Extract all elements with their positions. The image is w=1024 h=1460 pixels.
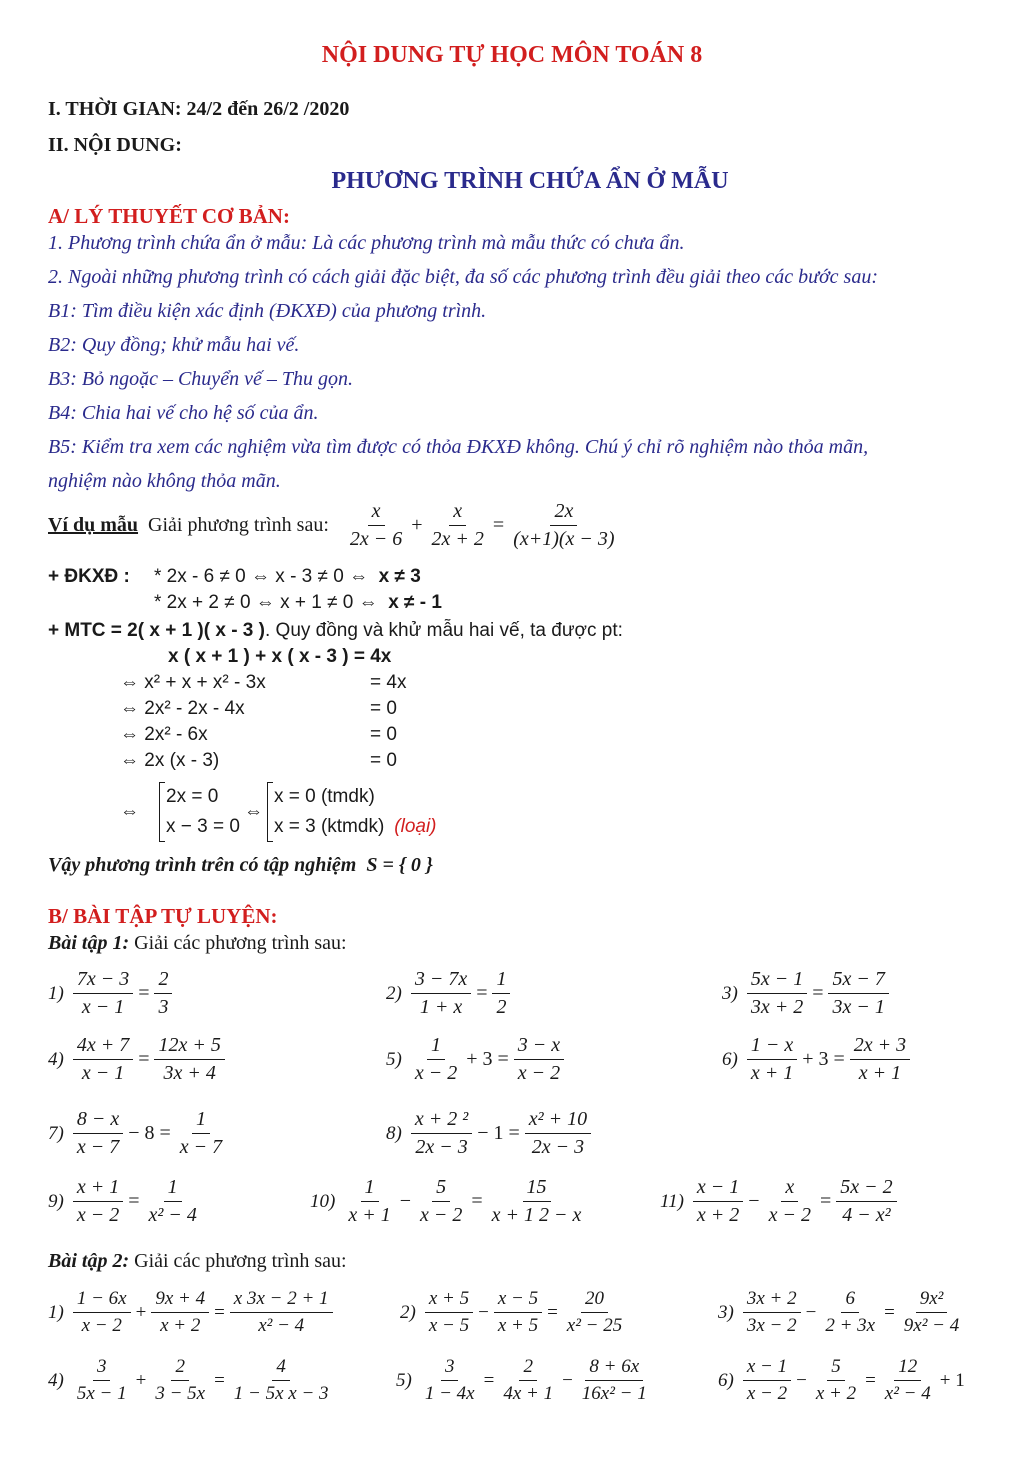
example-label: Ví dụ mẫu bbox=[48, 514, 139, 536]
exercise-item: 7) $\frac{8 - x}{x - 7}$ − 8 = $\frac{1}{x - 7}$ bbox=[48, 1108, 223, 1158]
fraction: $\frac{x}{2x - 6}$ bbox=[349, 500, 403, 550]
dkxd-line-1: + ĐKXĐ : * 2x - 6 ≠ 0 ⇔ x - 3 ≠ 0 ⇔ x ≠ 3 bbox=[48, 566, 421, 587]
exercise-item: 2) $\frac{x + 5}{x - 5}$ − $\frac{x - 5}{x + 5}$ = $\frac{20}{\text{x² − 25}}$ bbox=[400, 1288, 623, 1336]
case-bracket-left: 2x = 0 x − 3 = 0 bbox=[159, 782, 240, 842]
example-equation: Ví dụ mẫu Giải phương trình sau: $\frac{x}{2x - 6}$ + $\frac{x}{2x + 2}$ = $\frac{2x}{(x+1)(x - 3)}$ bbox=[48, 500, 622, 551]
exercise-2-title: Bài tập 2: Giải các phương trình sau: bbox=[48, 1250, 347, 1272]
exercise-item: 4) $\frac{3}{5x - 1}$ + $\frac{2}{3 - 5x}$ = $\frac{4}{\text{1 − 5x x − 3}}$ bbox=[48, 1356, 329, 1404]
solution-step: ⇔ 2x (x - 3) = 0 bbox=[120, 750, 397, 771]
theory-line: 1. Phương trình chứa ẩn ở mẫu: Là các phương trình mà mẫu thức có chưa ẩn. bbox=[48, 232, 685, 254]
exercise-item: 3) $\frac{5x - 1}{3x + 2}$ = $\frac{5x - 7}{3x - 1}$ bbox=[722, 968, 892, 1019]
page-title: NỘI DUNG TỰ HỌC MÔN TOÁN 8 bbox=[321, 42, 703, 68]
solution-step: ⇔ 2x² - 6x = 0 bbox=[120, 724, 397, 745]
solution-step: ⇔ x² + x + x² - 3x = 4x bbox=[120, 672, 407, 693]
exercise-item: 1) $\frac{7x - 3}{x - 1}$ = $\frac{2}{3}$ bbox=[48, 968, 175, 1019]
exercise-item: 1) $\frac{1 - 6x}{x - 2}$ + $\frac{9x + 4}{x + 2}$ = $\frac{x 3x - 2 + 1}{\text{x² − 4}}$ bbox=[48, 1288, 336, 1337]
theory-line: B4: Chia hai vế cho hệ số của ẩn. bbox=[48, 402, 319, 424]
exercise-item: 8) $\frac{\text{x + 2 ²}}{2x - 3}$ − 1 = $\frac{\text{x² + 10}}{2x - 3}$ bbox=[386, 1108, 594, 1159]
topic-title: PHƯƠNG TRÌNH CHỨA ẨN Ở MẪU bbox=[331, 168, 729, 194]
exercise-item: 10) $\frac{1}{x + 1}$ − $\frac{5}{x - 2}$ = $\frac{15}{x + 1 2 - x}$ bbox=[310, 1176, 582, 1226]
theory-line: B3: Bỏ ngoặc – Chuyển vế – Thu gọn. bbox=[48, 368, 353, 390]
fraction: $\frac{2x}{(x+1)(x - 3)}$ bbox=[513, 500, 615, 550]
reject-note: (loại) bbox=[394, 816, 437, 837]
exercise-item: 11) $\frac{x - 1}{x + 2}$ − $\frac{x}{x - 2}$ = $\frac{5x - 2}{\text{4 − x²}}$ bbox=[660, 1176, 900, 1227]
example-prompt: Giải phương trình sau: bbox=[148, 514, 329, 536]
case-system: ⇔ 2x = 0 x − 3 = 0 ⇔ x = 0 (tmdk) x = 3 (ktmdk) (loại) bbox=[120, 782, 437, 842]
exercise-1-title: Bài tập 1: Giải các phương trình sau: bbox=[48, 932, 347, 954]
exercise-item: 2) $\frac{3 - 7x}{1 + x}$ = $\frac{1}{2}$ bbox=[386, 968, 513, 1019]
exercise-item: 5) $\frac{1}{x - 2}$ + 3 = $\frac{3 - x}{x - 2}$ bbox=[386, 1034, 567, 1085]
solution-step: ⇔ 2x² - 2x - 4x = 0 bbox=[120, 698, 397, 719]
mtc-line: + MTC = 2( x + 1 )( x - 3 ). Quy đồng và khử mẫu hai vế, ta được pt: bbox=[48, 620, 623, 641]
exercise-item: 6) $\frac{x - 1}{x - 2}$ − $\frac{5}{x + 2}$ = $\frac{12}{\text{x² − 4}}$ + 1 bbox=[718, 1356, 965, 1404]
theory-line: 2. Ngoài những phương trình có cách giải đặc biệt, đa số các phương trình đều giải theo các bước sau: bbox=[48, 266, 878, 288]
solution-step: x ( x + 1 ) + x ( x - 3 ) = 4x bbox=[168, 646, 392, 667]
conclusion: Vậy phương trình trên có tập nghiệm S = { 0 } bbox=[48, 854, 433, 876]
fraction: $\frac{x}{2x + 2}$ bbox=[431, 500, 484, 550]
exercise-item: 6) $\frac{1 - x}{x + 1}$ + 3 = $\frac{2x + 3}{x + 1}$ bbox=[722, 1034, 913, 1085]
exercise-heading: B/ BÀI TẬP TỰ LUYỆN: bbox=[48, 904, 278, 928]
theory-line: nghiệm nào không thỏa mãn. bbox=[48, 470, 281, 492]
exercise-item: 4) $\frac{4x + 7}{x - 1}$ = $\frac{12x + 5}{3x + 4}$ bbox=[48, 1034, 228, 1085]
theory-heading: A/ LÝ THUYẾT CƠ BẢN: bbox=[48, 204, 290, 228]
theory-line: B2: Quy đồng; khử mẫu hai vế. bbox=[48, 334, 300, 356]
case-bracket-right: x = 0 (tmdk) x = 3 (ktmdk) bbox=[267, 782, 384, 842]
dkxd-line-2: * 2x + 2 ≠ 0 ⇔ x + 1 ≠ 0 ⇔ x ≠ - 1 bbox=[154, 592, 442, 613]
theory-line: B1: Tìm điều kiện xác định (ĐKXĐ) của phương trình. bbox=[48, 300, 487, 322]
theory-line: B5: Kiểm tra xem các nghiệm vừa tìm được có thỏa ĐKXĐ không. Chú ý chỉ rõ nghiệm nào thỏa mãn, bbox=[48, 436, 869, 458]
exercise-item: 3) $\frac{3x + 2}{3x - 2}$ − $\frac{6}{2 + 3x}$ = $\frac{\text{9x²}}{\text{9x² − 4}}$ bbox=[718, 1288, 960, 1336]
time-label: I. THỜI GIAN: 24/2 đến 26/2 /2020 bbox=[48, 98, 350, 120]
exercise-item: 5) $\frac{3}{1 - 4x}$ = $\frac{2}{4x + 1}$ − $\frac{8 + 6x}{\text{16x² − 1}}$ bbox=[396, 1356, 647, 1404]
exercise-item: 9) $\frac{x + 1}{x - 2}$ = $\frac{1}{\text{x² − 4}}$ bbox=[48, 1176, 197, 1226]
content-label: II. NỘI DUNG: bbox=[48, 134, 182, 156]
